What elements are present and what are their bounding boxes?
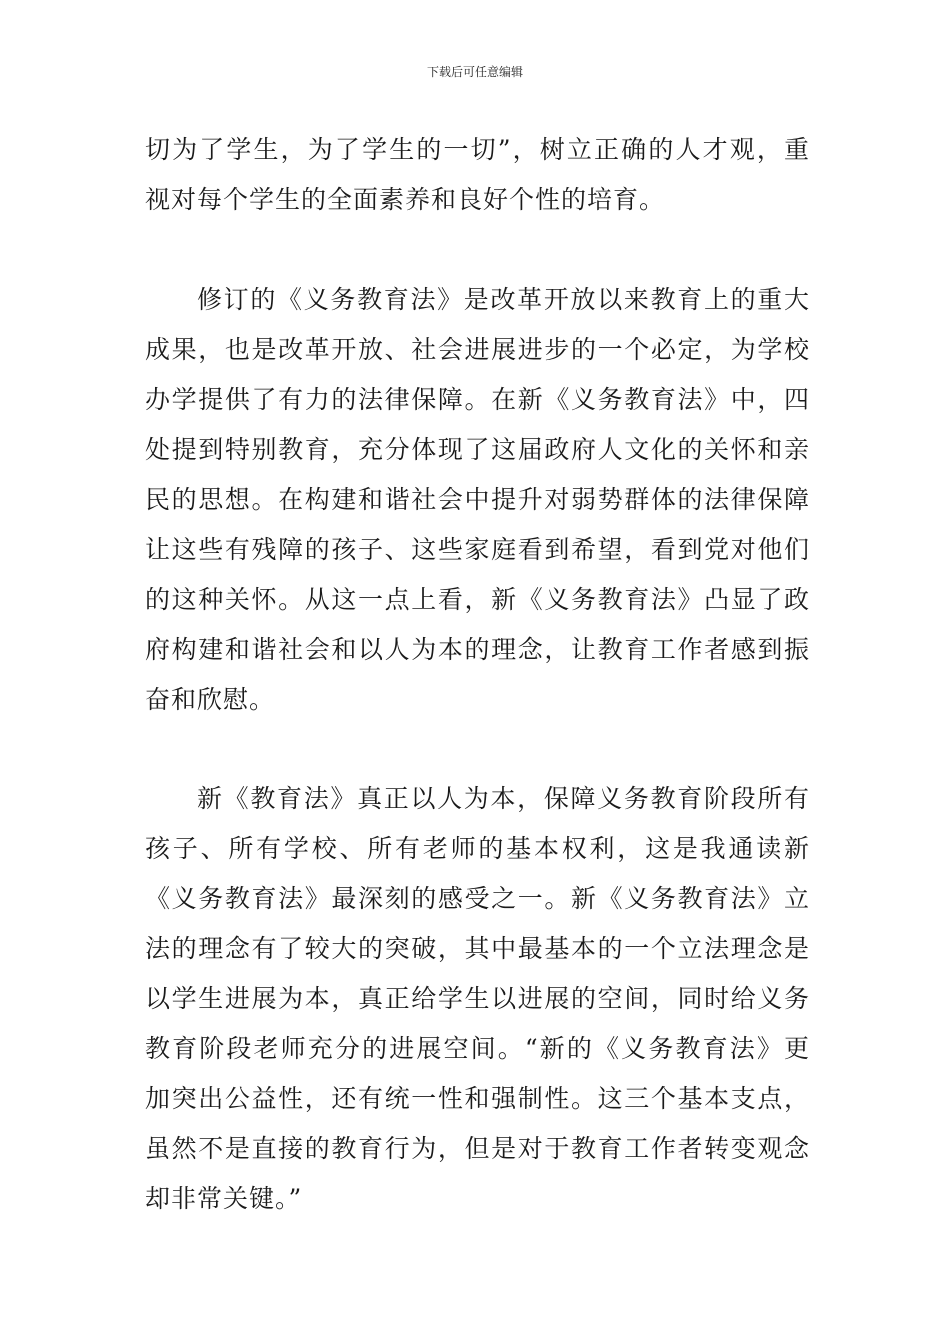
paragraph-3-line-1: 新《教育法》真正以人为本，保障义务教育阶段所有 <box>197 784 810 813</box>
paragraph-2-line-5: 民的思想。在构建和谐社会中提升对弱势群体的法律保障 <box>145 485 810 514</box>
paragraph-3-line-5: 以学生进展为本，真正给学生以进展的空间，同时给义务 <box>145 984 810 1013</box>
paragraph-1-line-2: 视对每个学生的全面素养和良好个性的培育。 <box>145 185 666 214</box>
paragraph-2-line-3: 办学提供了有力的法律保障。在新《义务教育法》中，四 <box>145 385 810 414</box>
paragraph-2-line-6: 让这些有残障的孩子、这些家庭看到希望，看到党对他们 <box>145 535 810 564</box>
page-header-note: 下载后可任意编辑 <box>426 65 523 79</box>
paragraph-3-line-3: 《义务教育法》最深刻的感受之一。新《义务教育法》立 <box>145 884 810 913</box>
paragraph-2-line-9: 奋和欣慰。 <box>145 685 276 714</box>
paragraph-2-line-1: 修订的《义务教育法》是改革开放以来教育上的重大 <box>197 285 810 314</box>
paragraph-3-line-6: 教育阶段老师充分的进展空间。“新的《义务教育法》更 <box>145 1034 810 1063</box>
paragraph-3-line-8: 虽然不是直接的教育行为，但是对于教育工作者转变观念 <box>145 1134 810 1163</box>
paragraph-3-line-9: 却非常关键。” <box>145 1184 303 1213</box>
paragraph-3-line-4: 法的理念有了较大的突破，其中最基本的一个立法理念是 <box>145 934 810 963</box>
paragraph-2-line-2: 成果，也是改革开放、社会进展进步的一个必定，为学校 <box>145 335 810 364</box>
paragraph-1-line-1: 切为了学生，为了学生的一切”，树立正确的人才观，重 <box>145 135 810 164</box>
paragraph-3-line-2: 孩子、所有学校、所有老师的基本权利，这是我通读新 <box>145 834 810 863</box>
paragraph-2-line-7: 的这种关怀。从这一点上看，新《义务教育法》凸显了政 <box>145 585 810 614</box>
paragraph-2-line-8: 府构建和谐社会和以人为本的理念，让教育工作者感到振 <box>145 635 810 664</box>
paragraph-3-line-7: 加突出公益性，还有统一性和强制性。这三个基本支点， <box>145 1084 810 1113</box>
paragraph-2-line-4: 处提到特别教育，充分体现了这届政府人文化的关怀和亲 <box>145 435 810 464</box>
